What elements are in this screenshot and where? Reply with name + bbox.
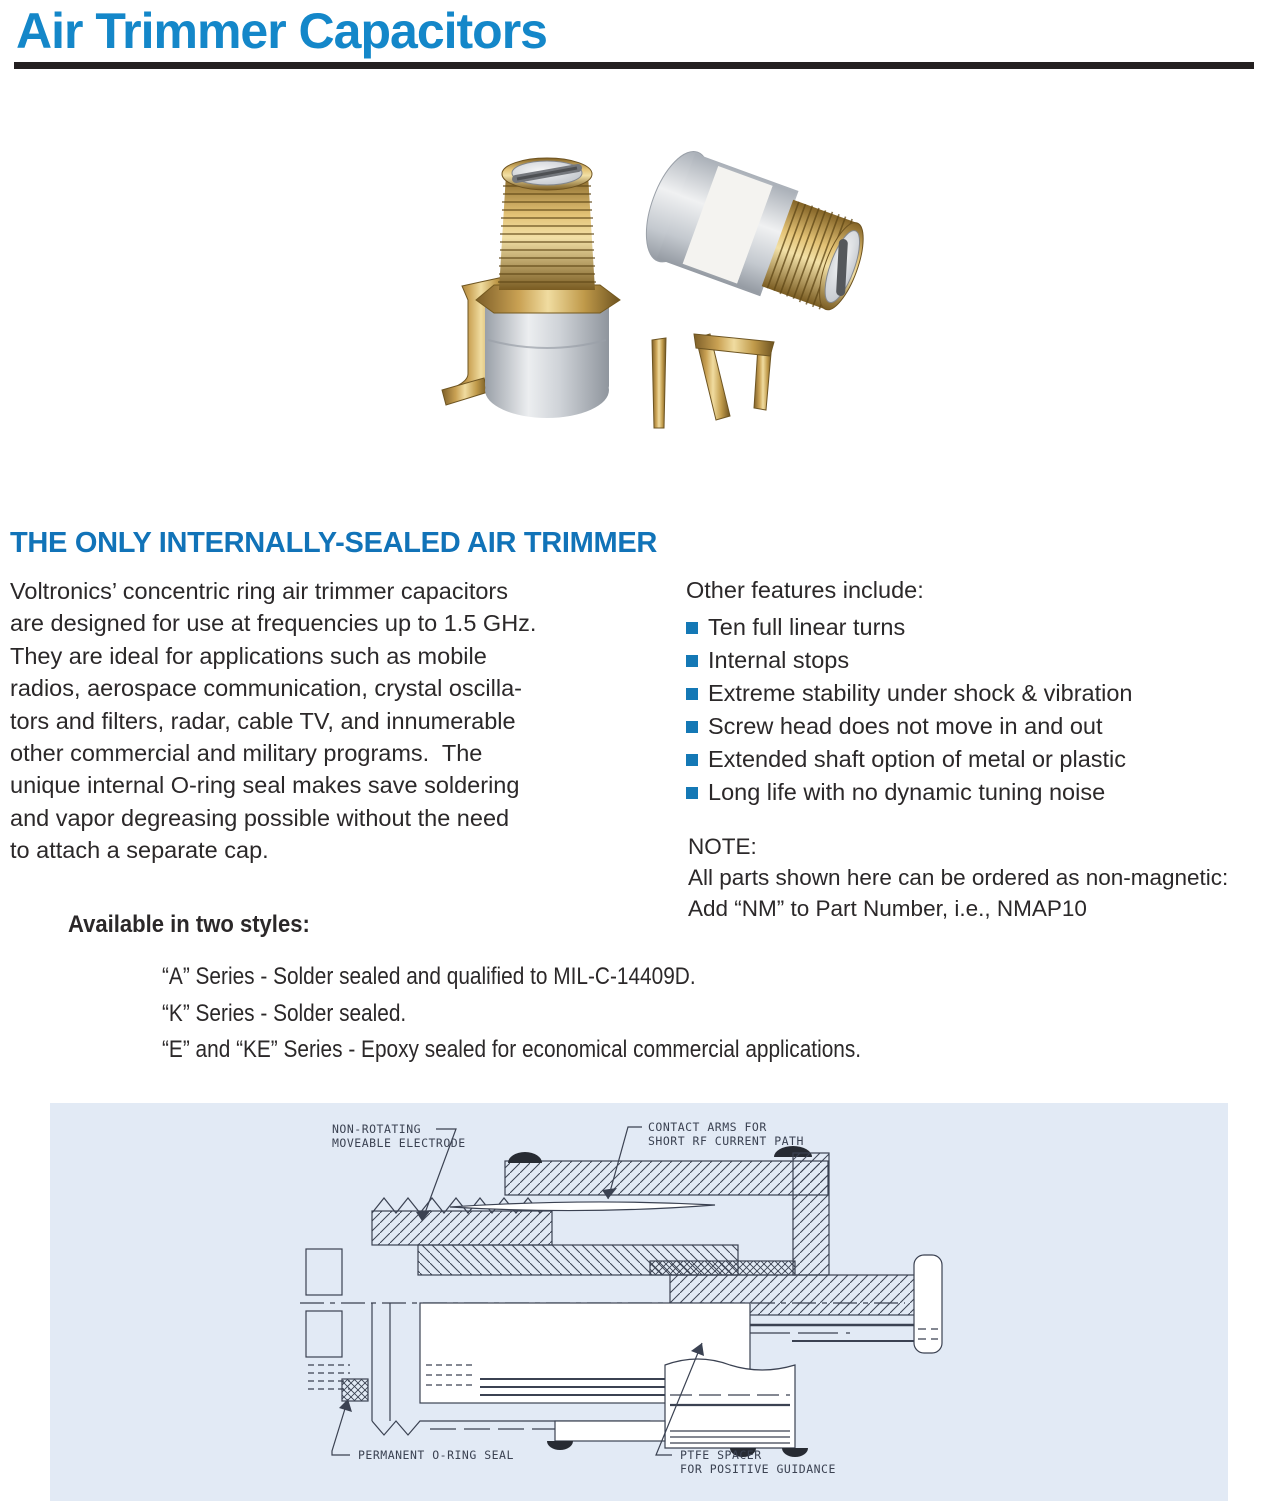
feature-item — [686, 644, 1133, 677]
label-electrode: MOVEABLE ELECTRODE — [332, 1136, 466, 1150]
product-photo — [428, 128, 868, 433]
feature-label: Internal stops — [708, 647, 850, 673]
feature-item — [686, 743, 1133, 776]
styles-heading: Available in two styles: — [68, 911, 310, 938]
cross-section-diagram — [50, 1103, 1228, 1501]
bullet-square-icon — [686, 688, 698, 700]
intro-line: are designed for use at frequencies up to 1.5 GHz. — [10, 610, 537, 637]
title-rule — [14, 62, 1254, 69]
product-photo-svg — [428, 128, 868, 433]
page-title: Air Trimmer Capacitors — [16, 3, 547, 59]
intro-line: Voltronics’ concentric ring air trimmer capacitors — [10, 578, 509, 604]
feature-item — [686, 677, 1133, 710]
feature-item — [686, 776, 1133, 809]
intro-paragraph — [10, 575, 630, 867]
intro-line: They are ideal for applications such as mobile — [10, 642, 487, 669]
features-list — [686, 611, 1133, 809]
note-line: All parts shown here can be ordered as non-magnetic: — [688, 865, 1229, 890]
label-oring-seal: PERMANENT O-RING SEAL — [358, 1448, 514, 1462]
bullet-square-icon — [686, 655, 698, 667]
note-line: Add “NM” to Part Number, i.e., NMAP10 — [688, 896, 1087, 921]
feature-label: Ten full linear turns — [708, 614, 906, 640]
label-electrode: NON-ROTATING — [332, 1122, 422, 1136]
series-item: “A” Series - Solder sealed and qualified to MIL-C-14409D. — [162, 963, 696, 990]
section-heading: THE ONLY INTERNALLY-SEALED AIR TRIMMER — [10, 527, 658, 559]
trimmer-capacitor-upright — [442, 158, 620, 418]
feature-label: Long life with no dynamic tuning noise — [708, 779, 1106, 805]
drawing-geometry — [300, 1127, 942, 1457]
intro-line: tors and filters, radar, cable TV, and innumerable — [10, 707, 516, 734]
intro-line: and vapor degreasing possible without the need — [10, 804, 510, 831]
feature-label: Extreme stability under shock & vibration — [708, 680, 1133, 706]
label-contact-arms: SHORT RF CURRENT PATH — [648, 1134, 804, 1148]
label-ptfe-spacer: PTFE SPACER — [680, 1448, 762, 1462]
features-heading: Other features include: — [686, 577, 924, 603]
series-item: “E” and “KE” Series - Epoxy sealed for economical commercial applications. — [162, 1036, 862, 1063]
intro-line: radios, aerospace communication, crystal oscilla- — [10, 675, 522, 702]
trimmer-capacitor-tilted — [634, 143, 868, 428]
label-ptfe-spacer: FOR POSITIVE GUIDANCE — [680, 1462, 836, 1476]
note-heading: NOTE: — [688, 834, 757, 859]
bullet-square-icon — [686, 787, 698, 799]
feature-item — [686, 611, 1133, 644]
series-item: “K” Series - Solder sealed. — [162, 999, 407, 1027]
intro-line: unique internal O-ring seal makes save soldering — [10, 772, 520, 799]
cross-section-svg — [50, 1103, 1228, 1501]
intro-line: other commercial and military programs. The — [10, 740, 483, 767]
feature-item — [686, 710, 1133, 743]
intro-line: to attach a separate cap. — [10, 837, 269, 864]
feature-label: Extended shaft option of metal or plastic — [708, 746, 1127, 772]
bullet-square-icon — [686, 721, 698, 733]
series-list — [162, 959, 984, 1069]
label-contact-arms: CONTACT ARMS FOR — [648, 1120, 767, 1134]
bullet-square-icon — [686, 622, 698, 634]
note-block — [688, 831, 1228, 924]
feature-label: Screw head does not move in and out — [708, 713, 1103, 739]
bullet-square-icon — [686, 754, 698, 766]
